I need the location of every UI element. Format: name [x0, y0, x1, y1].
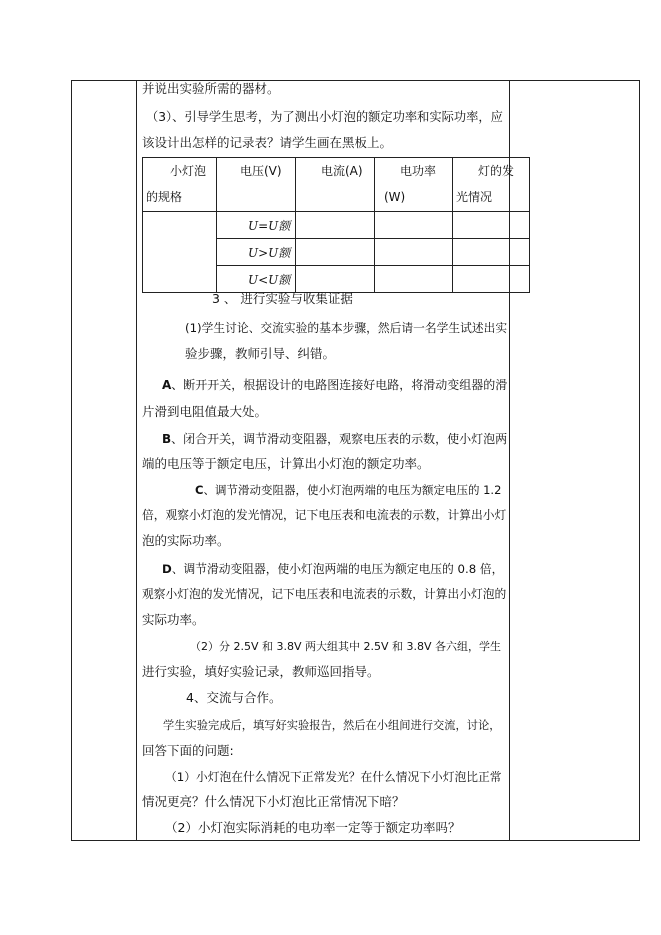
condition-cell: U<U额: [217, 266, 296, 293]
power-cell: [375, 212, 453, 239]
step-letter: A: [162, 378, 172, 392]
text-line: （2）分 2.5V 和 3.8V 两大组其中 2.5V 和 3.8V 各六组，学生: [190, 640, 502, 653]
spec-cell: [143, 212, 217, 293]
header-voltage: 电压(V): [217, 158, 296, 212]
text-line: （1）小灯泡在什么情况下正常发光？在什么情况下小灯泡比正常: [165, 770, 502, 784]
record-table-header: [143, 158, 530, 212]
text-line: 片滑到电阻值最大处。: [142, 404, 268, 419]
power-cell: [375, 239, 453, 266]
condition-cell: U=U额: [217, 212, 296, 239]
text-line: 进行实验，填好实验记录，教师巡回指导。: [142, 664, 380, 679]
text-line: B、闭合开关，调节滑动变阻器，观察电压表的示数，使小灯泡两: [162, 432, 508, 446]
step-letter: B: [162, 432, 172, 446]
header-current: 电流(A): [296, 158, 375, 212]
current-cell: [296, 239, 375, 266]
text-line: (1)学生讨论、交流实验的基本步骤，然后请一名学生试述出实: [185, 321, 508, 335]
text-line: A、断开开关，根据设计的电路图连接好电路，将滑动变组器的滑: [162, 378, 508, 392]
text-line: 倍，观察小灯泡的发光情况，记下电压表和电流表的示数，计算出小灯: [142, 508, 507, 522]
step-letter: C: [195, 483, 204, 497]
condition-cell: U>U额: [217, 239, 296, 266]
text-line: （2）小灯泡实际消耗的电功率一定等于额定功率吗？: [165, 820, 461, 835]
table-row: [143, 212, 530, 239]
column-divider-left: [136, 80, 137, 841]
current-cell: [296, 212, 375, 239]
section-heading: 3 、 进行实验与收集证据: [212, 291, 353, 306]
header-power: 电功率 (W): [375, 158, 453, 212]
record-table: [142, 157, 530, 293]
section-heading: 4、交流与合作。: [186, 690, 282, 705]
text-line: 验步骤，教师引导、纠错。: [185, 346, 336, 361]
text-line: 端的电压等于额定电压，计算出小灯泡的额定功率。: [142, 456, 430, 471]
text-line: 回答下面的问题:: [142, 743, 234, 758]
text-line: 情况更亮？什么情况下小灯泡比正常情况下暗？: [142, 794, 405, 809]
text-line: 并说出实验所需的器材。: [142, 81, 280, 96]
text-line: （3）、引导学生思考，为了测出小灯泡的额定功率和实际功率，应: [146, 110, 503, 124]
text-line: 学生实验完成后，填写好实验报告，然后在小组间进行交流，讨论，: [163, 719, 501, 732]
step-letter: D: [162, 562, 172, 576]
light-cell: [453, 239, 530, 266]
header-spec: 小灯泡 的规格: [143, 158, 217, 212]
current-cell: [296, 266, 375, 293]
light-cell: [453, 212, 530, 239]
text-line: D、调节滑动变阻器，使小灯泡两端的电压为额定电压的 0.8 倍，: [162, 562, 504, 576]
text-line: C、调节滑动变阻器，使小灯泡两端的电压为额定电压的 1.2: [195, 483, 502, 497]
text-line: 泡的实际功率。: [142, 533, 230, 548]
header-light: 灯的发 光情况: [453, 158, 530, 212]
light-cell: [453, 266, 530, 293]
text-line: 观察小灯泡的发光情况，记下电压表和电流表的示数，计算出小灯泡的: [142, 587, 507, 601]
text-line: 该设计出怎样的记录表？请学生画在黑板上。: [142, 135, 393, 150]
text-line: 实际功率。: [142, 612, 205, 627]
power-cell: [375, 266, 453, 293]
